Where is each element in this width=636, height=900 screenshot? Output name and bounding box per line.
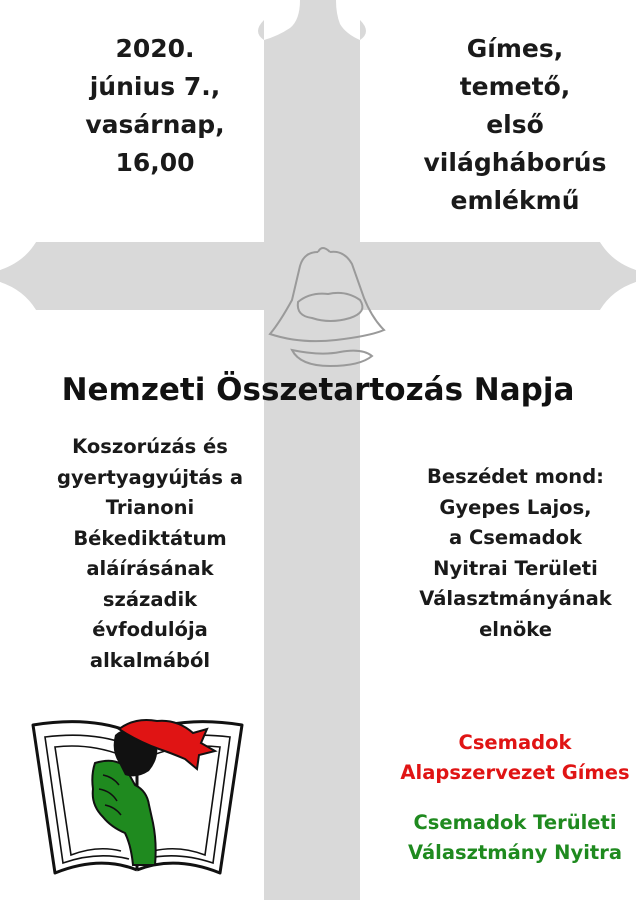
place-line: világháborús — [423, 148, 607, 177]
program-line: gyertyagyújtás a — [57, 465, 243, 489]
date-line: vasárnap, — [85, 110, 225, 139]
regional-organizer — [400, 808, 630, 868]
place-line: első — [486, 110, 544, 139]
place-line: emlékmű — [450, 186, 580, 215]
program-line: alkalmából — [89, 648, 211, 672]
date-line: 16,00 — [115, 148, 195, 177]
csemadok-book-logo — [25, 705, 250, 880]
local-organizer-line: Csemadok — [458, 731, 572, 754]
local-organizer — [400, 728, 630, 788]
program-line: Békediktátum — [73, 526, 227, 550]
speech-line: elnöke — [479, 617, 552, 641]
regional-organizer-line: Választmány Nyitra — [408, 841, 622, 864]
event-date-block — [40, 30, 270, 182]
speech-line: Nyitrai Területi — [433, 556, 598, 580]
regional-organizer-line: Csemadok Területi — [413, 811, 617, 834]
speech-line: a Csemadok — [449, 526, 582, 549]
place-line: temető, — [459, 72, 571, 101]
program-line: századik — [102, 587, 198, 611]
date-line: június 7., — [89, 72, 221, 101]
speech-line: Választmányának — [419, 587, 612, 610]
event-place-block — [400, 30, 630, 220]
speaker-info — [408, 462, 623, 645]
program-line: Koszorúzás és — [72, 435, 228, 458]
program-line: aláírásának — [86, 557, 214, 580]
poster-title: Nemzeti Összetartozás Napja — [61, 372, 575, 408]
date-line: 2020. — [115, 34, 195, 63]
place-line: Gímes, — [466, 34, 564, 63]
program-description — [40, 432, 260, 676]
speech-line: Gyepes Lajos, — [439, 495, 592, 519]
local-organizer-line: Alapszervezet Gímes — [400, 761, 630, 784]
speech-line: Beszédet mond: — [427, 465, 604, 488]
program-line: évfodulója — [92, 618, 208, 641]
program-line: Trianoni — [105, 496, 195, 519]
